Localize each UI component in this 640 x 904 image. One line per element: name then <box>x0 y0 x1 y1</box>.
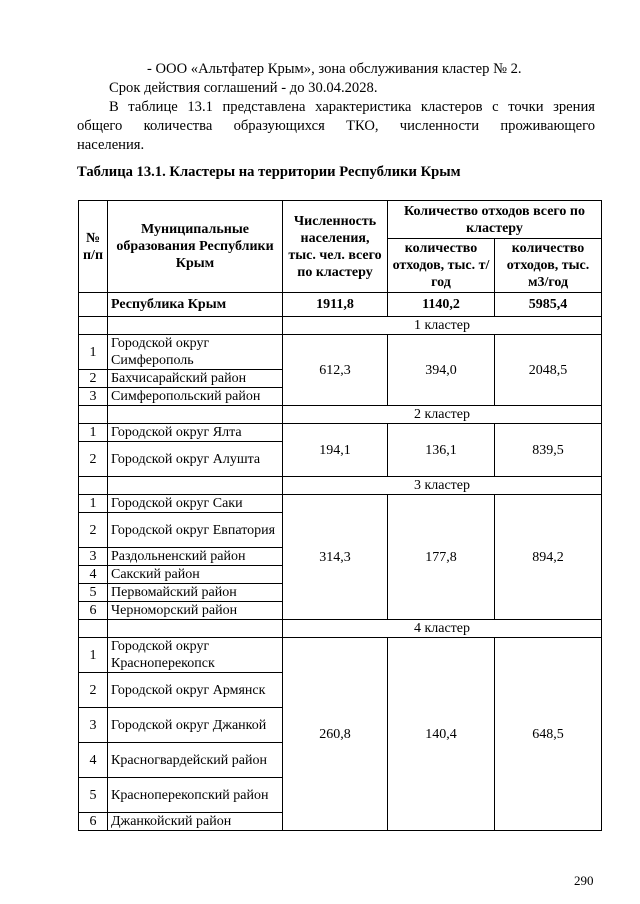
municipality-name: Городской округ Симферополь <box>108 335 283 370</box>
municipality-name: Симферопольский район <box>108 388 283 406</box>
table-row <box>79 335 602 370</box>
row-number: 4 <box>79 743 108 778</box>
municipality-name: Городской округ Саки <box>108 495 283 513</box>
row-number: 1 <box>79 424 108 442</box>
intro-line-3a: В таблице 13.1 представлена характеристика кластеров с точки зрения <box>109 99 595 115</box>
row-number: 3 <box>79 708 108 743</box>
cluster-title-row <box>79 406 602 424</box>
row-number: 1 <box>79 335 108 370</box>
table-row <box>79 424 602 442</box>
municipality-name: Первомайский район <box>108 584 283 602</box>
cluster-m3: 894,2 <box>495 495 602 620</box>
row-number: 1 <box>79 495 108 513</box>
cluster-title-empty-name <box>108 317 283 335</box>
cluster-title: 2 кластер <box>283 406 602 424</box>
header-municipality: Муниципальные образования Республики Крым <box>108 201 283 293</box>
row-number: 2 <box>79 513 108 548</box>
cluster-title-empty-num <box>79 406 108 424</box>
table-caption: Таблица 13.1. Кластеры на территории Республики Крым <box>77 164 461 180</box>
cluster-title-empty-num <box>79 620 108 638</box>
cluster-population: 612,3 <box>283 335 388 406</box>
cluster-m3: 839,5 <box>495 424 602 477</box>
cluster-population: 194,1 <box>283 424 388 477</box>
table-total-row <box>79 293 602 317</box>
cluster-tons: 136,1 <box>388 424 495 477</box>
municipality-name: Городской округ Алушта <box>108 442 283 477</box>
total-name: Республика Крым <box>108 293 283 317</box>
header-population: Численность населения, тыс. чел. всего по кластеру <box>283 201 388 293</box>
intro-line-3b: общего количества образующихся ТКО, численности проживающего <box>77 118 595 134</box>
row-number: 6 <box>79 602 108 620</box>
total-m3: 5985,4 <box>495 293 602 317</box>
intro-line-3c: населения. <box>77 137 145 153</box>
cluster-title-row <box>79 317 602 335</box>
row-number: 6 <box>79 813 108 831</box>
row-number: 4 <box>79 566 108 584</box>
cluster-m3: 2048,5 <box>495 335 602 406</box>
municipality-name: Городской округ Джанкой <box>108 708 283 743</box>
clusters-table <box>78 200 602 831</box>
total-tons: 1140,2 <box>388 293 495 317</box>
cluster-population: 260,8 <box>283 638 388 831</box>
row-number: 3 <box>79 388 108 406</box>
cluster-title-empty-num <box>79 477 108 495</box>
header-waste-m3: количество отходов, тыс. м3/год <box>495 239 602 293</box>
page-number: 290 <box>574 873 594 888</box>
cluster-tons: 140,4 <box>388 638 495 831</box>
cluster-title-empty-num <box>79 317 108 335</box>
header-num: № п/п <box>79 201 108 293</box>
row-number: 2 <box>79 370 108 388</box>
total-num-cell <box>79 293 108 317</box>
cluster-population: 314,3 <box>283 495 388 620</box>
cluster-title-empty-name <box>108 620 283 638</box>
row-number: 5 <box>79 778 108 813</box>
cluster-tons: 394,0 <box>388 335 495 406</box>
municipality-name: Красноперекопский район <box>108 778 283 813</box>
table-row <box>79 638 602 673</box>
cluster-tons: 177,8 <box>388 495 495 620</box>
row-number: 2 <box>79 673 108 708</box>
cluster-title-empty-name <box>108 477 283 495</box>
cluster-title-row <box>79 477 602 495</box>
municipality-name: Городской округ Евпатория <box>108 513 283 548</box>
cluster-title-row <box>79 620 602 638</box>
row-number: 5 <box>79 584 108 602</box>
cluster-title: 3 кластер <box>283 477 602 495</box>
municipality-name: Городской округ Армянск <box>108 673 283 708</box>
table-header-row <box>79 201 602 239</box>
header-waste-tons: количество отходов, тыс. т/год <box>388 239 495 293</box>
intro-line-1: - ООО «Альтфатер Крым», зона обслуживания кластер № 2. <box>147 61 522 77</box>
municipality-name: Раздольненский район <box>108 548 283 566</box>
row-number: 3 <box>79 548 108 566</box>
municipality-name: Городской округ Красноперекопск <box>108 638 283 673</box>
cluster-m3: 648,5 <box>495 638 602 831</box>
cluster-title: 1 кластер <box>283 317 602 335</box>
intro-line-2: Срок действия соглашений - до 30.04.2028. <box>109 80 378 96</box>
total-population: 1911,8 <box>283 293 388 317</box>
municipality-name: Черноморский район <box>108 602 283 620</box>
municipality-name: Джанкойский район <box>108 813 283 831</box>
row-number: 2 <box>79 442 108 477</box>
header-waste-group: Количество отходов всего по кластеру <box>388 201 602 239</box>
municipality-name: Красногвардейский район <box>108 743 283 778</box>
row-number: 1 <box>79 638 108 673</box>
cluster-title-empty-name <box>108 406 283 424</box>
municipality-name: Городской округ Ялта <box>108 424 283 442</box>
table-row <box>79 495 602 513</box>
municipality-name: Бахчисарайский район <box>108 370 283 388</box>
municipality-name: Сакский район <box>108 566 283 584</box>
cluster-title: 4 кластер <box>283 620 602 638</box>
